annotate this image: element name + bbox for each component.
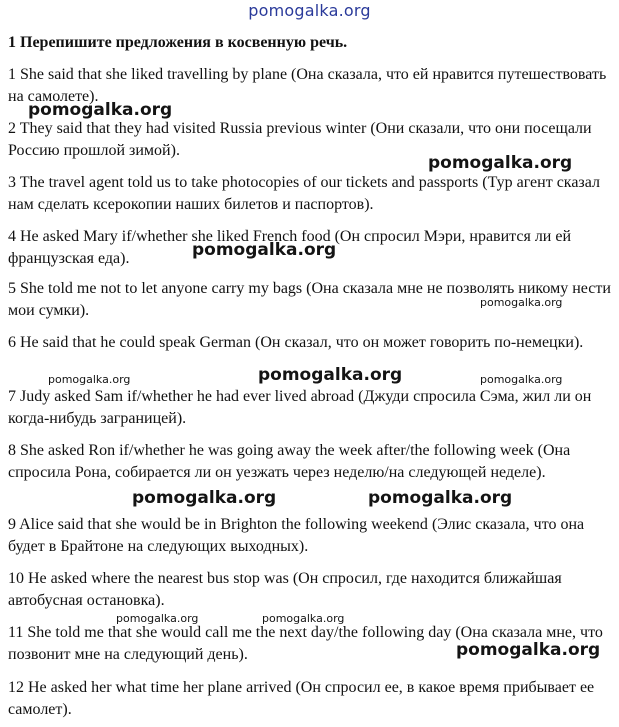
item-number: 8 bbox=[8, 442, 16, 459]
item-number: 11 bbox=[8, 624, 24, 641]
item-russian: (Она сказала, что ей нравится путешествовать на самолете). bbox=[8, 66, 607, 105]
watermark-text: pomogalka.org bbox=[262, 612, 345, 625]
item-number: 12 bbox=[8, 679, 24, 696]
sentence-item bbox=[8, 172, 612, 216]
sentence-item bbox=[8, 440, 612, 484]
sentence-item bbox=[8, 677, 612, 721]
item-english: They said that they had visited Russia previous winter bbox=[19, 120, 367, 137]
watermark-text: pomogalka.org bbox=[480, 373, 563, 386]
item-russian: (Он спросил Мэри, нравится ли ей французская еда). bbox=[8, 228, 572, 267]
item-english: Judy asked Sam if/whether he had ever lived abroad bbox=[20, 388, 355, 405]
watermark-text: pomogalka.org bbox=[456, 640, 601, 660]
watermark-text: pomogalka.org bbox=[48, 373, 131, 386]
watermark-text: pomogalka.org bbox=[368, 488, 513, 508]
item-russian: (Тур агент сказал нам сделать ксерокопии наших билетов и паспортов). bbox=[8, 174, 600, 213]
item-russian: (Джуди спросила Сэма, жил ли он когда-нибудь заграницей). bbox=[8, 388, 592, 427]
item-english: Alice said that she would be in Brighton the following weekend bbox=[19, 516, 428, 533]
item-russian: (Она сказала мне не позволять никому нести мои сумки). bbox=[8, 280, 611, 319]
item-russian: (Они сказали, что они посещали Россию прошлой зимой). bbox=[8, 120, 592, 159]
item-russian: (Элис сказала, что она будет в Брайтоне на следующих выходных). bbox=[8, 516, 585, 555]
item-number: 5 bbox=[8, 280, 16, 297]
item-english: She said that she liked travelling by plane bbox=[20, 66, 288, 83]
watermark-text: pomogalka.org bbox=[480, 296, 563, 309]
item-russian: (Он спросил ее, в какое время прибывает ее самолет). bbox=[8, 679, 595, 718]
item-russian: (Она сказала мне, что позвонит мне на следующий день). bbox=[8, 624, 603, 663]
exercise-title: 1 Перепишите предложения в косвенную речь. bbox=[8, 34, 348, 51]
item-english: She told me not to let anyone carry my bags bbox=[20, 280, 303, 297]
sentence-item bbox=[8, 386, 612, 430]
watermark-text: pomogalka.org bbox=[132, 488, 277, 508]
sentence-item bbox=[8, 568, 612, 612]
item-english: He asked Mary if/whether she liked French food bbox=[20, 228, 331, 245]
watermark-text: pomogalka.org bbox=[28, 100, 173, 120]
item-number: 3 bbox=[8, 174, 16, 191]
item-english: She asked Ron if/whether he was going away the week after/the following week bbox=[20, 442, 534, 459]
item-english: He said that he could speak German bbox=[20, 334, 252, 351]
watermark-text: pomogalka.org bbox=[192, 240, 337, 260]
item-number: 2 bbox=[8, 120, 16, 137]
item-russian: (Он сказал, что он может говорить по-немецки). bbox=[255, 334, 584, 351]
header-watermark: pomogalka.org bbox=[248, 1, 371, 20]
item-number: 6 bbox=[8, 334, 16, 351]
sentence-item bbox=[8, 332, 612, 354]
item-number: 4 bbox=[8, 228, 16, 245]
item-english: He asked her what time her plane arrived bbox=[28, 679, 292, 696]
item-number: 9 bbox=[8, 516, 16, 533]
item-number: 10 bbox=[8, 570, 24, 587]
watermark-text: pomogalka.org bbox=[428, 153, 573, 173]
item-english: The travel agent told us to take photocopies of our tickets and passports bbox=[19, 174, 479, 191]
item-english: She told me that she would call me the next day/the following day bbox=[27, 624, 452, 641]
item-number: 7 bbox=[8, 388, 16, 405]
item-russian: (Он спросил, где находится ближайшая автобусная остановка). bbox=[8, 570, 562, 609]
sentence-item bbox=[8, 514, 612, 558]
item-english: He asked where the nearest bus stop was bbox=[28, 570, 289, 587]
watermark-text: pomogalka.org bbox=[116, 612, 199, 625]
item-number: 1 bbox=[8, 66, 16, 83]
watermark-text: pomogalka.org bbox=[258, 365, 403, 385]
item-russian: (Она спросила Рона, собирается ли он уезжать через неделю/на следующей неделе). bbox=[8, 442, 571, 481]
